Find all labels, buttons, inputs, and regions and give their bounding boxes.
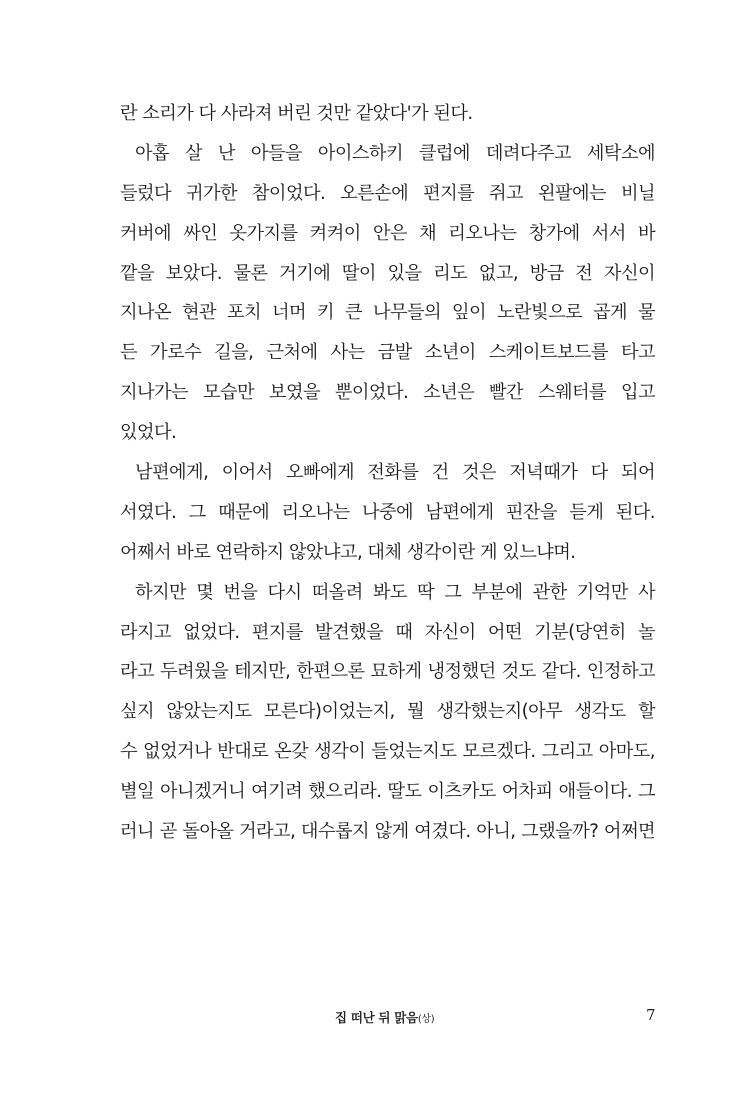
- text-line: 아홉 살 난 아들을 아이스하키 클럽에 데려다주고 세탁소에: [135, 142, 655, 164]
- text-line: 커버에 싸인 옷가지를 켜켜이 안은 채 리오나는 창가에 서서 바: [120, 222, 655, 244]
- text-line: 별일 아니겠거니 여기려 했으리라. 딸도 이츠카도 어차피 애들이다. 그: [120, 781, 655, 803]
- text-line: 러니 곧 돌아올 거라고, 대수롭지 않게 여겼다. 아니, 그랬을까? 어쩌면: [120, 821, 655, 843]
- text-line: 서였다. 그 때문에 리오나는 나중에 남편에게 핀잔을 듣게 된다.: [120, 501, 655, 523]
- text-line: 수 없었거나 반대로 온갖 생각이 들었는지도 모르겠다. 그리고 아마도,: [120, 741, 655, 763]
- page-footer: [0, 1008, 750, 1032]
- text-line: 라지고 없었다. 편지를 발견했을 때 자신이 어떤 기분(당연히 놀: [120, 621, 655, 643]
- page-number: 7: [646, 1006, 656, 1024]
- book-title: 집 떠난 뒤 맑음: [335, 1010, 418, 1025]
- text-line: 남편에게, 이어서 오빠에게 전화를 건 것은 저녁때가 다 되어: [135, 462, 655, 484]
- text-line: 있었다.: [120, 422, 177, 444]
- text-line: 란 소리가 다 사라져 버린 것만 같았다'가 된다.: [120, 103, 473, 124]
- body-text: [120, 97, 655, 855]
- text-line: 깥을 보았다. 물론 거기에 딸이 있을 리도 없고, 방금 전 자신이: [120, 262, 655, 284]
- text-line: 지나온 현관 포치 너머 키 큰 나무들의 잎이 노란빛으로 곱게 물: [120, 302, 655, 324]
- volume-label: (상): [417, 1014, 435, 1025]
- text-line: 라고 두려웠을 테지만, 한편으론 묘하게 냉정했던 것도 같다. 인정하고: [120, 661, 655, 683]
- text-line: 들렀다 귀가한 참이었다. 오른손에 편지를 쥐고 왼팔에는 비닐: [120, 182, 655, 204]
- text-line: 싶지 않았는지도 모른다)이었는지, 뭘 생각했는지(아무 생각도 할: [120, 701, 655, 723]
- text-line: 지나가는 모습만 보였을 뿐이었다. 소년은 빨간 스웨터를 입고: [120, 382, 655, 404]
- text-line: 든 가로수 길을, 근처에 사는 금발 소년이 스케이트보드를 타고: [120, 342, 655, 364]
- text-line: 하지만 몇 번을 다시 떠올려 봐도 딱 그 부분에 관한 기억만 사: [135, 581, 655, 603]
- text-line: 어째서 바로 연락하지 않았냐고, 대체 생각이란 게 있느냐며.: [120, 541, 576, 563]
- running-title: [335, 1008, 434, 1026]
